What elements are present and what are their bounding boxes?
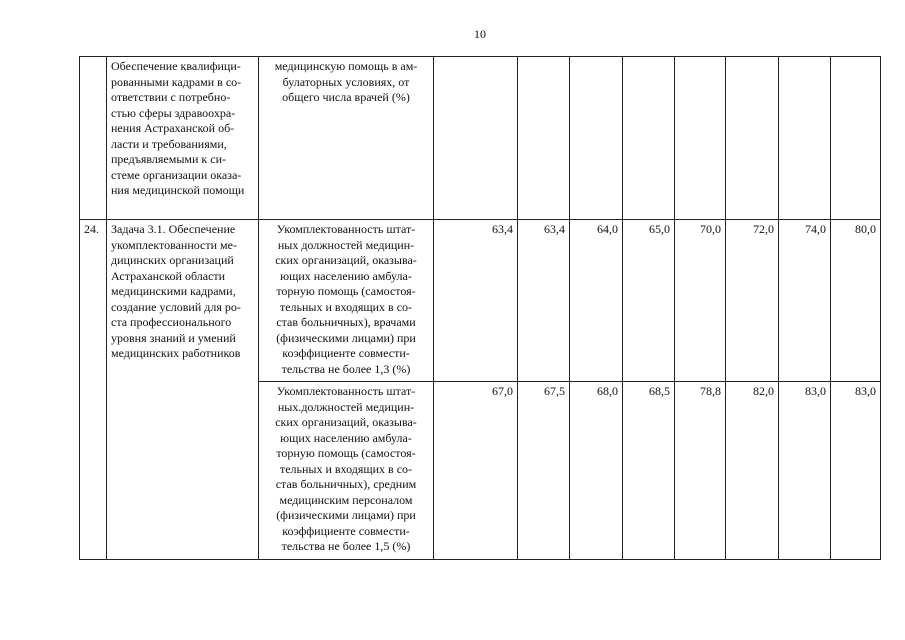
value-cell: 67,5 <box>518 382 570 560</box>
page-number: 10 <box>474 27 486 41</box>
value-cell <box>518 57 570 220</box>
value-cell: 64,0 <box>570 220 623 382</box>
indicator-cell <box>259 57 434 220</box>
value-cell: 80,0 <box>831 220 881 382</box>
indicator-cell <box>259 382 434 560</box>
value-cell: 63,4 <box>518 220 570 382</box>
value-cell: 63,4 <box>434 220 518 382</box>
goal-cell <box>107 220 259 560</box>
value-cell: 68,5 <box>623 382 675 560</box>
value-cell: 68,0 <box>570 382 623 560</box>
value-cell <box>831 57 881 220</box>
value-cell <box>434 57 518 220</box>
row-number-cell: 24. <box>80 220 107 560</box>
task-text: Задача 3.1. Обеспечение укомплектованности ме- дицинских организаций Астраханской области медицинскими кадрами, создание условий для ро- ста профессионального уровня знаний и умений медицинских работников <box>111 222 241 360</box>
value-cell <box>675 57 726 220</box>
value-cell: 74,0 <box>779 220 831 382</box>
value-cell <box>623 57 675 220</box>
indicators-table <box>79 56 881 560</box>
value-cell <box>726 57 779 220</box>
value-cell: 82,0 <box>726 382 779 560</box>
value-cell <box>570 57 623 220</box>
indicator-text: Укомплектованность штат- ных.должностей медицин- ских организаций, оказыва- ющих населению амбула- торную помощь (самостоя- тельных и входящих в со- став больничных), средним медицинским персоналом (физическими лицами) при коэффициенте совмести- тельства не более 1,5 (%) <box>275 384 417 553</box>
indicator-text: медицинскую помощь в ам- булаторных условиях, от общего числа врачей (%) <box>274 59 418 104</box>
value-cell: 83,0 <box>831 382 881 560</box>
value-cell: 72,0 <box>726 220 779 382</box>
value-cell: 78,8 <box>675 382 726 560</box>
value-cell: 70,0 <box>675 220 726 382</box>
goal-cell <box>107 57 259 220</box>
row-number-cell <box>80 57 107 220</box>
table-row-continued <box>80 57 881 220</box>
value-cell: 67,0 <box>434 382 518 560</box>
table-row-24-indicator-1 <box>80 220 881 382</box>
indicator-cell <box>259 220 434 382</box>
goal-text: Обеспечение квалифици- рованными кадрами в со- ответствии с потребно- стью сферы здравоохра- нения Астраханской об- ласти и требованиями, предъявляемыми к си- стеме организации оказа- ния медицинской помощи <box>111 59 245 197</box>
indicator-text: Укомплектованность штат- ных должностей медицин- ских организаций, оказыва- ющих населению амбула- торную помощь (самостоя- тельных и входящих в со- став больничных), врачами (физическими лицами) при коэффициенте совмести- тельства не более 1,3 (%) <box>275 222 417 376</box>
value-cell <box>779 57 831 220</box>
value-cell: 83,0 <box>779 382 831 560</box>
value-cell: 65,0 <box>623 220 675 382</box>
